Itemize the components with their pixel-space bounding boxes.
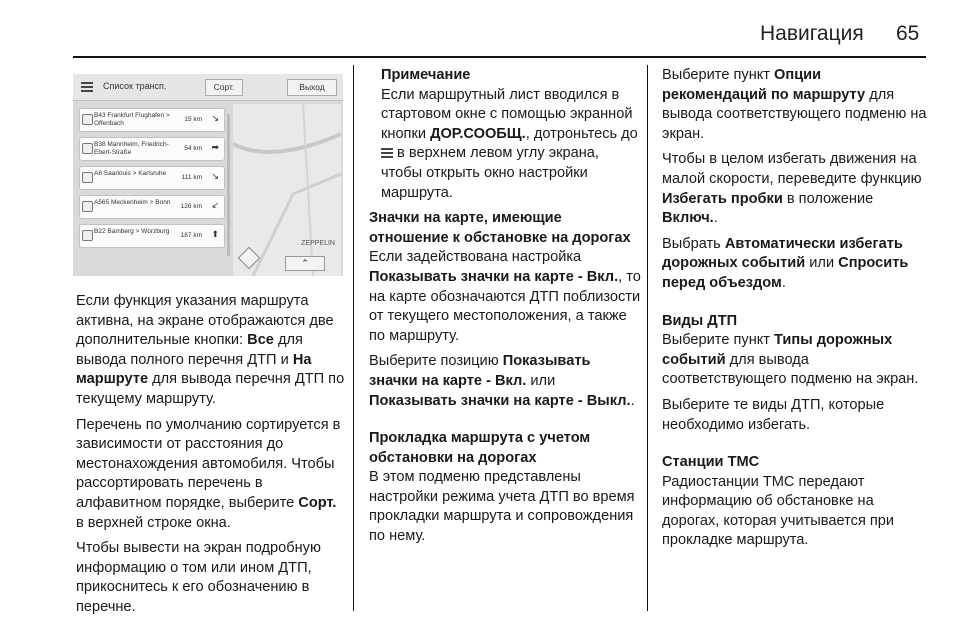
row-text: A565 Meckenheim > Bonn: [94, 199, 171, 206]
paragraph: Выберите те виды ДТП, которые необходимо избегать.: [662, 396, 885, 433]
direction-arrow-icon: ➡: [211, 142, 219, 152]
traffic-list: [79, 108, 225, 253]
map-view[interactable]: [233, 104, 341, 276]
row-distance: 126 km: [180, 203, 202, 210]
row-distance: 111 km: [181, 174, 202, 181]
warning-icon: [82, 201, 93, 212]
column-1: [76, 292, 348, 624]
row-text: B38 Mannheim, Friedrich-Ebert-Straße: [94, 141, 169, 156]
paragraph: Радиостанции TMC передают информацию об обстановке на дорогах, которая учитывается при прокладке маршрута.: [662, 473, 895, 549]
row-text: A8 Saarlouis > Karlsruhe: [94, 170, 167, 177]
figure-title-bar: [73, 74, 343, 101]
list-item[interactable]: [79, 137, 225, 161]
paragraph: Чтобы в целом избегать движения на малой скорости, переведите функцию Избегать пробки в положение Включ..: [662, 151, 922, 227]
note-text: Если маршрутный лист вводился в стартовом окне с помощью экранной кнопки ДОР.СООБЩ., дотроньтесь до в верхнем левом углу экрана, чтобы открыть окно настройки маршрута.: [381, 86, 638, 201]
traffic-list-figure: [73, 74, 343, 276]
paragraph: Если функция указания маршрута активна, на экране отображаются две дополнительные кнопки: Все для вывода полного перечня ДТП и На маршруте для вывода перечня ДТП по текущему маршруту.: [76, 293, 345, 407]
row-distance: 15 km: [184, 116, 202, 123]
direction-arrow-icon: ↘: [211, 171, 219, 181]
column-3: [662, 66, 928, 557]
section-heading: Прокладка маршрута с учетом обстановки на дорогах: [369, 430, 591, 466]
header-rule: [73, 56, 926, 58]
warning-icon: [82, 114, 93, 125]
warning-icon: [82, 143, 93, 154]
warning-icon: [82, 230, 93, 241]
page-number: 65: [896, 22, 920, 45]
menu-icon: [81, 82, 93, 92]
list-item[interactable]: [79, 166, 225, 190]
direction-arrow-icon: ↘: [211, 113, 219, 123]
row-text: B22 Bamberg > Würzburg: [94, 228, 170, 235]
warning-icon: [82, 172, 93, 183]
direction-arrow-icon: ↙: [211, 200, 219, 210]
paragraph: Выбрать Автоматически избегать дорожных событий или Спросить перед объездом.: [662, 235, 909, 291]
direction-arrow-icon: ⬆: [211, 229, 219, 239]
route-menu-icon: [381, 148, 393, 158]
section-heading: Станции TMC: [662, 454, 760, 471]
paragraph: В этом подменю представлены настройки режима учета ДТП во время прокладки маршрута и сопровождения по нему.: [369, 469, 635, 545]
column-divider-1: [353, 65, 354, 611]
column-divider-2: [647, 65, 648, 611]
note-heading: Примечание: [381, 67, 471, 83]
list-item[interactable]: [79, 195, 225, 219]
collapse-button[interactable]: ⌃: [285, 256, 325, 271]
exit-button[interactable]: [287, 79, 337, 96]
paragraph: Выберите пункт Типы дорожных событий для вывода соответствующего подменю на экран.: [662, 332, 919, 388]
list-item[interactable]: [79, 108, 225, 132]
figure-title: Список трансп.: [103, 81, 167, 91]
list-item[interactable]: [79, 224, 225, 248]
row-distance: 54 km: [184, 145, 202, 152]
row-text: B43 Frankfurt Flughafen > Offenbach: [94, 112, 170, 127]
column-2: [369, 66, 641, 553]
row-distance: 187 km: [180, 232, 202, 239]
header-title: Навигация: [760, 22, 864, 45]
note-block: [369, 66, 641, 203]
section-heading: Значки на карте, имеющие отношение к обстановке на дорогах: [369, 210, 631, 246]
paragraph: Выберите пункт Опции рекомендаций по маршруту для вывода соответствующего подменю на экран.: [662, 67, 927, 142]
sort-button[interactable]: Сорт.: [205, 79, 243, 96]
paragraph: Чтобы вывести на экран подробную информацию о том или ином ДТП, прикоснитесь к его обозначению в перечне.: [76, 540, 321, 615]
paragraph: Выберите позицию Показывать значки на карте - Вкл. или Показывать значки на карте - Выкл..: [369, 353, 635, 409]
list-scrollbar[interactable]: [227, 114, 230, 256]
section-heading: Виды ДТП: [662, 312, 738, 329]
paragraph: Если задействована настройка Показывать значки на карте - Вкл., то на карте обозначаются ДТП поблизости от текущего местоположения, а также по маршруту.: [369, 249, 641, 344]
page-header: [0, 0, 960, 56]
paragraph: Перечень по умолчанию сортируется в зависимости от расстояния до местонахождения автомобиля. Чтобы рассортировать перечень в алфавитном порядке, выберите Сорт. в верхней строке окна.: [76, 416, 341, 531]
map-label: ZEPPELIN: [301, 240, 335, 247]
exit-label: Выход: [299, 82, 325, 92]
